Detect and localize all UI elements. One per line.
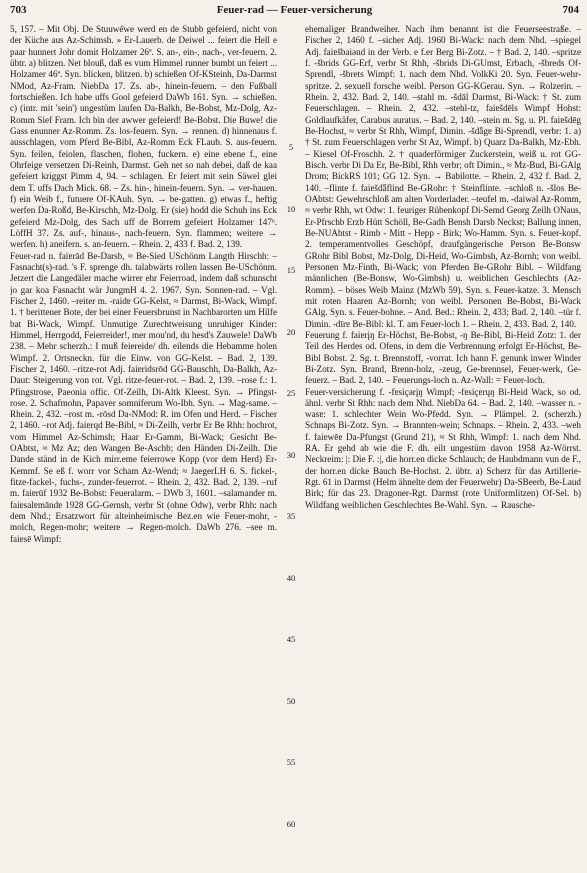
line-number: 25 xyxy=(286,388,296,398)
entry-feuer-versicherung: Feuer-versicherung f. -fɐsiçərįŋ Wimpf; -fɐsiçɐrųŋ Bi-Heid Wack, so od. ähnl. verbr St Rhh: nach dem Nhd. NiebDa 64. – Bad. 2, 140. –wasser n. -wasɐ: 1. schlechter Wein Wo-Pfedd. Syn. → Plämpel. 2. (scherzh.) Schnaps Bi-Zotz. Syn. → Brannten-wein; Schnaps. – Rhein. 2, 433. –weh f. faiɐwēɐ Da-Pfungst (Grund 21), ≈ St Rhh, Wimpf: 1. nach dem Nhd. RA. Er gehd ab wie die F. dh. eilt ungestüm davon 1958 Az-Wörrst. Neckreim: |: Die F. :|, die horr.en dicke Schlauch; de Haubdmann vun de F., der horr.en dicke Bauch Be-Hochst. 2. übtr. a) Scherz für das Artillerie-Rgt. 61 in Darmst (Helm ähnelte dem der Feuerwehr) Da-SBeerb, Be-Laud Birk; für das 23. Dragoner-Rgt. Darmst (rote Uniformlitzen) Of-Sel. b) Wildfang weiblichen Geschlechtes Be-Wahl. Syn. → Rausche- xyxy=(305,386,581,510)
line-number: 50 xyxy=(286,695,296,706)
entry-feuer-rad: Feuer-rad n. faiɐrād Be-Darsb, ≈ Be-Sied USchönm Langth Hirschh: – Fasnacht(s)-rad. 's F. sprenge dh. talabwärts rollen lassen Be-USchönm. Jetzert die Langedäler mache wirrer ehr Feierroad, indem daß schunscht jo gar koa Fasnacht wär JungmH 4. 2. 1967. Syn. Sonnen-rad. – Vgl. Fischer 2, 1460. –reiter m. -raidɐ GG-Kelst, ≈ Darmst, Bi-Wack, Wimpf. 1. † berittener Bote, der bei einer Feuersbrunst in Nachbarorten um Hilfe bat Bi-Wack, Wimpf. Unmutige Zurechtweisung unruhiger Kinder: Himmel, Herrgodd, Feierreider!, mer mou'nd, du hesd's Zauwele! DaWb 238. – Mehr scherzh.: I muß feiereide/ dh. eilends die Hebamme holen Wimpf. 2. Ortsneckn. für die Einw. von GG-Kelst. – Bad. 2, 139. Fischer 2, 1460. –ritze-rot Adj. faiɐridsrōd GG-Bauschh, Da-Balkh, Az-Daut: Steigerung von rot. Vgl. ritze-feuer-rot. – Bad. 2, 139. –rose f.: 1. Pfingstrose, Paeonia offic. Of-Zeilh, Di-Altk Kleest. Syn. → Pfingst-rose. 2. Schafmohn, Papaver somniferum Wo-Ibh. Syn. → Mag-same. – Rhein. 2, 432. –rost m. -rōsd Da-NMod: R. im Ofen und Herd. – Fischer 2, 1460. –rot Adj. faiɐrqd Be-Bibl, ≈ Di-Zeilh, verbr Er Be Rhh: hochrot, vom Himmel Az-Schimsh; Haar Er-Gamm, Bi-Wack; Gesicht Be-OAbtst, ≈ Mz Az; den Wangen Be-Aschb; den Händen Di-Zeilh. Die Dande ständ in de Kich mirr.eme feierrowe Kopp (vor dem Herd) Er-Kemmf. Se eß f. worr vor Scham Az-Wend; ≈ JaegerLH 6. S. fickel-, fitze-fackel-, fuchs-, zunder-feuerrot. – Rhein. 2, 432. Bad. 2, 139. –ruf m. faiɐrūf 1932 Be-Bobst: Feueralarm. – DWb 3, 1601. –salamander m. faiɐsalɐmāndɐ 1928 GG-Gernsh, verbr St (ohne Odw), verbr Rhh: nach dem Nhd.; Ersatzwort für alteinheimische Bez.en wie Feuer-mohr, -molch, Regen-mohr; weitere → Regen-molch. DaWb 276. –see m. faiɐsē Wimpf: xyxy=(10,250,277,544)
line-number: 55 xyxy=(286,757,296,767)
page-number-left: 703 xyxy=(10,4,27,16)
line-number: 15 xyxy=(286,265,296,275)
running-title: Feuer-rad — Feuer-versicherung xyxy=(216,4,373,16)
line-number: 40 xyxy=(286,572,296,583)
line-number-gutter xyxy=(281,24,301,870)
entry-feuerung: Feuerung f. faiɐrįŋ Er-Höchst, Be-Bobst, -ŋ Be-Bibl, Bi-Heid Zotz: 1. der Teil des Herdes od. Ofens, in dem die Verbrennung erfolgt Er-Höchst, Be-Bibl Bobst. 2. Sg. t. Brennstoff, -vorrat. Ich hann F. genunk inwer Winder Bi-Zotz. Syn. Brand, Brenn-holz, -zeug, Ge-brennsel, Feuer-werk, Ge-feuerz. – Bad. 2, 140. – Feuerungs-loch n. Az-Wall: = Feuer-loch. xyxy=(305,329,581,386)
line-number: 30 xyxy=(286,449,296,460)
entry-feuern-continued: 5, 157. – Mit Obj. De Stuuwe̋we werd en de Stubb gefeierd, nicht von der Küche aus Az-Schimsh. » Er-Lauerb. de Deiwel ... feiert die Hell e paar hunnert Johr domit Holzamer 26ª. S. an-, ein-, nach-, ver-feuern. 2. übtr. a) blitzen. Net blouß, daß es vum Himmel runner bumbt un feiert ... Holzamer 46ª. Syn. blicken, blitzen. b) schießen Of-KSteinh, Da-Darmst NMod, Az-Fram. NiebDa 17. Zs. ab-, hinein-feuern. – den Fußball fortschießen. Ich habe uffs Gool gefeierd DaWb 161. Syn. → schießen. c) (intr. mit 'sein') ungestüm laufen Da-Balkh, Be-Bobst, Mz-Dolg, Az-Romm Sief Fram. Ich bin der awwer gefeierd! Be-Bobst. Die Buwe! die Gass enunner Az-Romm. Zs. los-feuern. Syn. → rennen. d) hinnenaus f. ausschlagen, vom Pferd Be-Bibl, Az-Romm Eck FLaub. S. aus-feuern. Syn. feilen, feiolen, flaschen, flohen, fuckern. e) eine ebene f., eine Ohrfeige versetzen Di-Reinh, Darmst. Geh net so nah debei, daß de kaa gefeiert kriggst Pimm 4, 94. – schlagen. Er feiert mit sein Säwel glei dem T. uffs Dach Mick. 68. – Zs. hin-, hinein-feuern. Syn. → ver-hauen. f) ein Weib f., futuere Of-KAuh. Syn. → be-gatten. g) etwas f., heftig werfen Da-Roßd, Be-Kirschh, Mz-Dolg. Er (sie) hodd die Schuh ins Eck gefeierd Mz-Dolg, des Sach uff de Borrem gefeiert Holzamer 147ᵇ. LöffH 37. Zs. auf-, hinaus-, nach-feuern. Syn. flammen; weitere → werfen. h) aneifern. s. an-feuern. – Rhein. 2, 433 f. Bad. 2, 139. xyxy=(10,24,277,250)
entry-feuersee-continued: ehemaliger Brandweiher. Nach ihm benannt ist die Feuerseestraße. – Fischer 2, 1460 f. –sicher Adj. 1960 Bi-Wack: nach dem Nhd. –spiegel Adj. faiɐšbaiənd in der Verb. e f.er Berg Bi-Zotz. – † Bad. 2, 140. –spritze f. -šbrids GG-Erf, verbr St Rhh, -šbrids Di-GUmst, Erbach, -šbreds Of-Sprendl, -šbrets Wimpf: 1. nach dem Nhd. VolkKi 20. Syn. Feuer-wehr-spritze. 2. sexuell forsche weibl. Person GG-KGerau. Syn. → Rolzerin. – Rhein. 2, 432. Bad. 2, 140. –stahl m. -šdāl Darmst, Bi-Wack: † St. zum Feuerschlagen. – Rhein. 2, 432. –stehl-tz, faiɐšdēls Wimpf Hohst: Goldlaufkäfer, Carabus auratus. – Bad. 2, 140. –stein m. Sg. u. Pl. faiɐšdēg Be-Hochst, ≈ verbr St Rhh, Wimpf, Dimin. -šdǟgɐ Bi-Sprendl, verbr: 1. a) † St. zum Feuerschlagen verbr St Az, Wimpf. b) Quarz Da-Balkh, Mz-Ebh. – Kiesel Of-Froschh. 2. † quaderförmiger Zuckerstein, weiß u. rot GG-Bisch. verbr Di Da Er, Be-Bibl, Rhh verbr; oft Dimin., ≈ Mz-Bud, Bi-GAlg Drom; BickRS 101; GG 12. Syn. → Babilotte. – Rhein. 2, 432 f. Bad. 2, 140. –flinte f. faiɐšdǟflind Be-GRohr: † Steinflinte. –schloß n. -šlos Be-OAbtst: Gewehrschloß am alten Vorderlader. –teufel m. -daiwəl Az-Romm, ≈ verbr Rhh, wt Odw: 1. feuriger Rübenkopf Di-Semd Georg Zeilh ONaus, Er-Pfrschb Erzb Hütt Schöll, Be-Gadh Bensh Darsb Neckst; Ballung innen, Be-NUAbtst - Rimb - Mitt - Hepp - Birk; Wo-Hamm. Syn. s. Feuer-kopf. 2. temperamentvolles Geschöpf, draufgängerische Person Be-Bonsw GRohr Bibl Bobst, Mz-Dolg, Di-Heid, Wo-Gimbsh, Az-Bornh; von weibl. Personen Mz-Finth, Bi-Wack; von Pferden Be-GRohr Bibl. – Wildfang männlichen (Be-Bonsw, Wo-Gimbsh) u. weiblichen Geschlechts (Az-Romm). – böses Weib Mainz (MzWb 59). Syn. s. Feuer-katze. 3. Mensch mit roten Haaren Az-Bornh; von weibl. Personen Be-Bobst, Bi-Wack GAlg. Syn. s. Feuer-bohne. – And. Bed.: Rhein. 2, 433; Bad. 2, 140. –tür f. Dimin. -dīrɐ Be-Bibl: kl. T. am Feuer-loch 1. – Rhein. 2, 433. Bad. 2, 140. xyxy=(305,24,581,329)
page-number-right: 704 xyxy=(562,4,579,16)
left-column xyxy=(10,24,277,870)
line-number: 60 xyxy=(286,818,296,829)
line-number: 35 xyxy=(286,511,296,521)
right-column xyxy=(305,24,581,870)
line-number: 10 xyxy=(286,203,296,214)
page-header xyxy=(10,4,579,20)
line-number: 5 xyxy=(288,142,294,152)
line-number: 45 xyxy=(286,634,296,644)
line-number: 20 xyxy=(286,326,296,337)
